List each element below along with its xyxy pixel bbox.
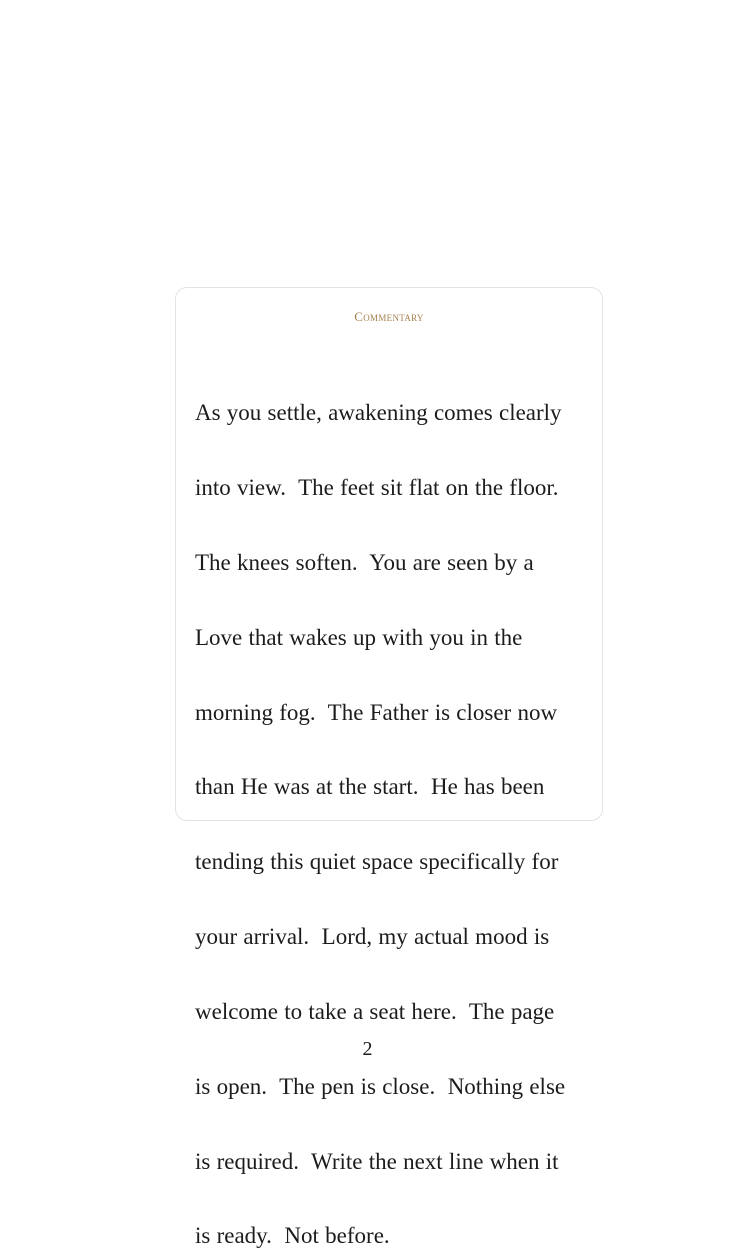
commentary-card bbox=[175, 287, 603, 1249]
commentary-line: than He was at the start. He has been bbox=[195, 774, 545, 800]
commentary-line: is ready. Not before. bbox=[195, 1223, 390, 1249]
commentary-line: Love that wakes up with you in the bbox=[195, 624, 523, 650]
commentary-line: As you settle, awakening comes clearly bbox=[195, 400, 562, 426]
commentary-line: into view. The feet sit flat on the floor. bbox=[195, 475, 559, 501]
commentary-line: The knees soften. You are seen by a bbox=[195, 550, 534, 576]
commentary-line: welcome to take a seat here. The page bbox=[195, 998, 555, 1024]
page-number: 2 bbox=[362, 1038, 373, 1060]
commentary-line: morning fog. The Father is closer now bbox=[195, 699, 558, 725]
commentary-text bbox=[195, 357, 588, 1255]
commentary-line: is required. Write the next line when it bbox=[195, 1148, 559, 1174]
commentary-line: is open. The pen is close. Nothing else bbox=[195, 1073, 566, 1099]
commentary-line: tending this quiet space specifically for bbox=[195, 849, 559, 875]
commentary-label: Commentary bbox=[354, 309, 424, 324]
commentary-line: your arrival. Lord, my actual mood is bbox=[195, 924, 550, 950]
